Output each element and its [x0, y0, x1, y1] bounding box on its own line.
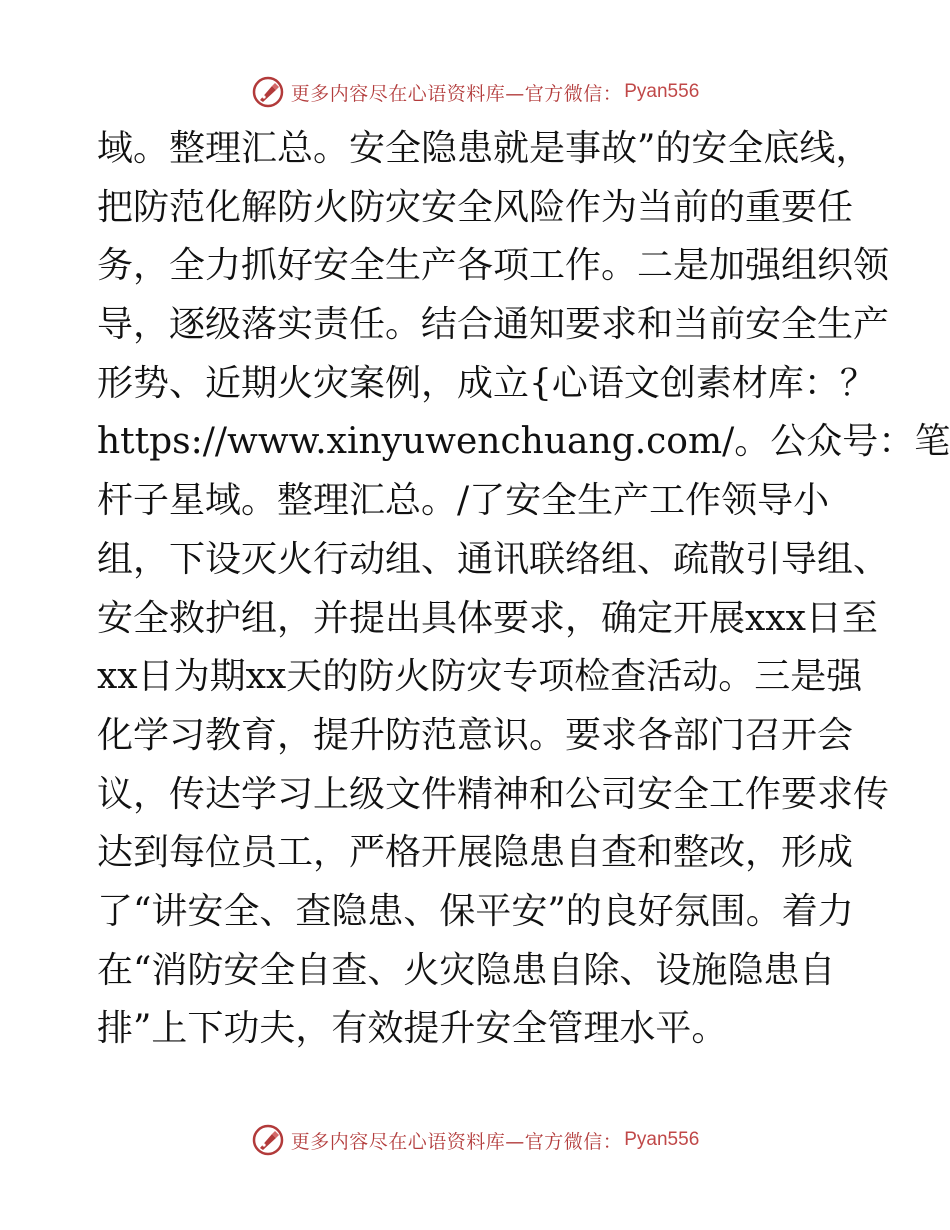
body-line: 化学习教育，提升防范意识。要求各部门召开会: [97, 714, 854, 756]
body-line: 议，传达学习上级文件精神和公司安全工作要求传: [97, 773, 890, 815]
watermark-text: 更多内容尽在心语资料库—官方微信：: [290, 1130, 623, 1153]
body-line: 域。整理汇总。安全隐患就是事故”的安全底线，: [97, 128, 872, 169]
footer-watermark: [0, 1120, 950, 1160]
body-line: 安全救护组，并提出具体要求，确定开展xxx日至: [97, 597, 878, 639]
body-line: 组，下设灭火行动组、通讯联络组、疏散引导组、: [97, 538, 890, 580]
watermark-handle: Pyan556: [624, 1129, 700, 1150]
body-line: 排”上下功夫，有效提升安全管理水平。: [97, 1008, 728, 1050]
body-line: 达到每位员工，严格开展隐患自查和整改，形成: [97, 832, 854, 874]
watermark-text: 更多内容尽在心语资料库—官方微信：: [290, 82, 623, 105]
body-line: xx日为期xx天的防火防灾专项检查活动。三是强: [97, 656, 863, 698]
body-line: 形势、近期火灾案例，成立{心语文创素材库：？: [97, 362, 876, 404]
body-line: https://www.xinyuwenchuang.com/。公众号：笔: [97, 421, 950, 463]
pen-nib-logo-icon: [251, 1123, 285, 1157]
body-line: 把防范化解防火防灾安全风险作为当前的重要任: [97, 186, 854, 228]
body-line: 了“讲安全、查隐患、保平安”的良好氛围。着力: [97, 890, 854, 932]
body-line: 务，全力抓好安全生产各项工作。二是加强组织领: [97, 245, 890, 287]
watermark-handle: Pyan556: [624, 81, 700, 102]
document-body: [97, 120, 950, 1059]
header-watermark: [0, 72, 950, 112]
body-line: 杆子星域。整理汇总。/了安全生产工作领导小: [97, 480, 830, 522]
pen-nib-logo-icon: [251, 75, 285, 109]
body-line: 导，逐级落实责任。结合通知要求和当前安全生产: [97, 304, 890, 346]
body-line: 在“消防安全自查、火灾隐患自除、设施隐患自: [97, 949, 836, 991]
